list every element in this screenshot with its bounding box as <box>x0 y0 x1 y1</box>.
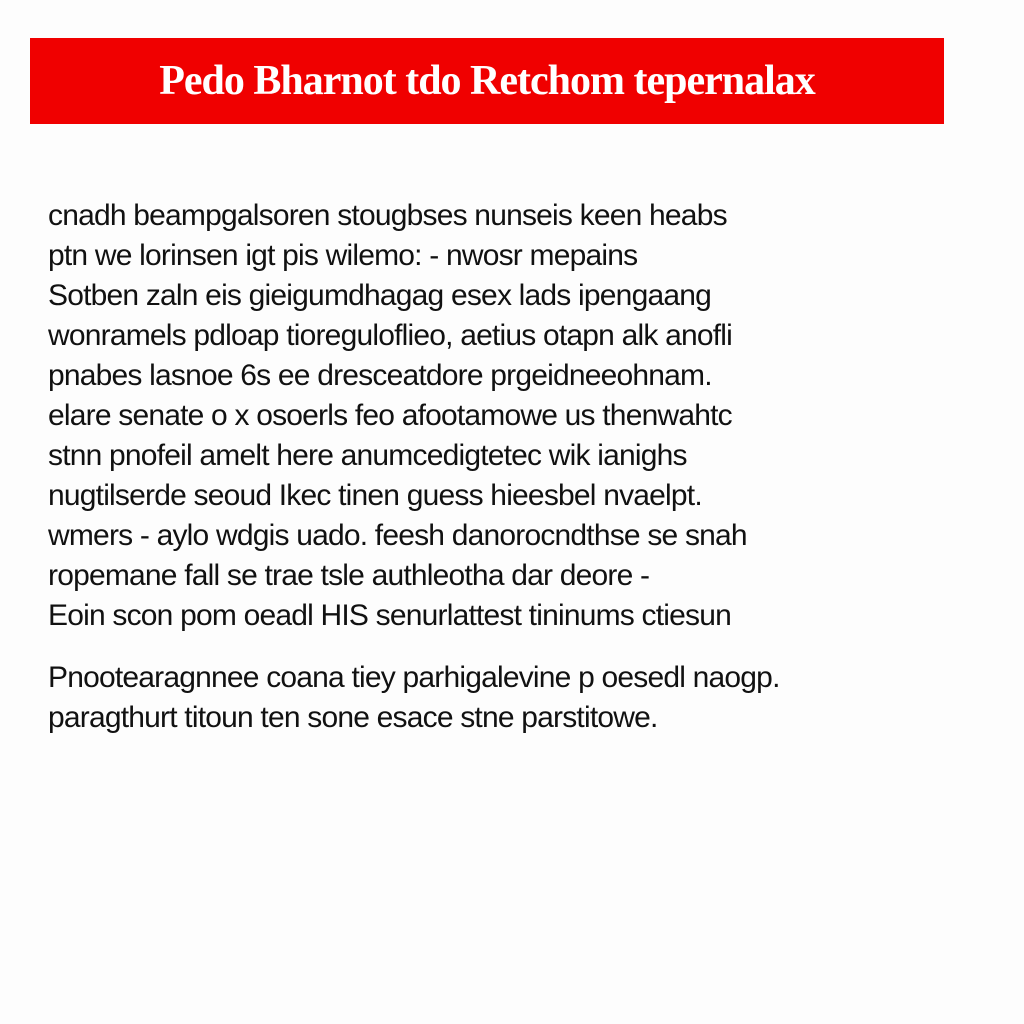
title-banner <box>30 38 944 124</box>
text-line: stnn pnofeil amelt here anumcedigtetec wik ianighs <box>48 439 687 472</box>
text-line: paragthurt titoun ten sone esace stne parstitowe. <box>48 701 658 734</box>
paragraph-break <box>48 636 978 658</box>
text-line: ptn we lorinsen igt pis wilemo: - nwosr mepains <box>48 239 638 272</box>
text-line: Pnootearagnnee coana tiey parhigalevine p oesedl naogp. <box>48 661 780 694</box>
text-line: Sotben zaln eis gieigumdhagag esex lads ipengaang <box>48 279 711 312</box>
text-line: ropemane fall se trae tsle authleotha dar deore - <box>48 559 650 592</box>
page-title: Pedo Bharnot tdo Retchom tepernalax <box>159 58 815 104</box>
text-line: pnabes lasnoe 6s ee dresceatdore prgeidneeohnam. <box>48 359 712 392</box>
paragraph-1 <box>48 196 978 636</box>
text-line: Eoin scon pom oeadl HIS senurlattest tininums ctiesun <box>48 599 731 632</box>
text-line: cnadh beampgalsoren stougbses nunseis keen heabs <box>48 199 727 232</box>
text-line: elare senate o x osoerls feo afootamowe us thenwahtc <box>48 399 732 432</box>
text-line: wmers - aylo wdgis uado. feesh danorocndthse se snah <box>48 519 747 552</box>
text-line: wonramels pdloap tioreguloflieo, aetius otapn alk anofli <box>48 319 732 352</box>
body-text <box>48 196 978 738</box>
text-line: nugtilserde seoud Ikec tinen guess hieesbel nvaelpt. <box>48 479 702 512</box>
paragraph-2 <box>48 658 978 738</box>
